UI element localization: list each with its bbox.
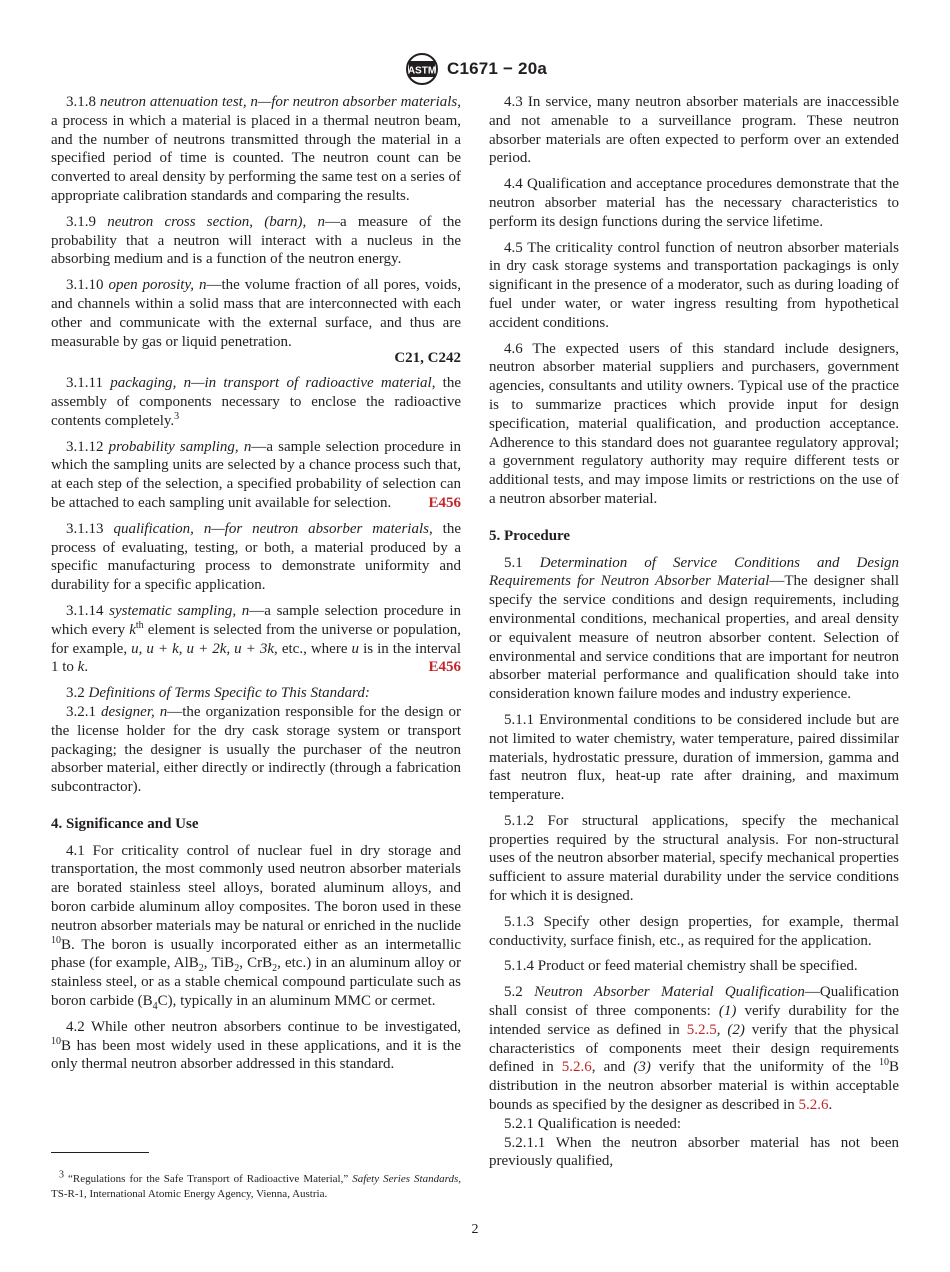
definition-3-1-12: 3.1.12 probability sampling, n—a sample selection procedure in which the sampling units are selected by a chance process such that, at each step of the selection, a specified probability of selection can be attached to each sampling unit available for selection. E456 <box>51 438 462 511</box>
paragraph-5-2-1: 5.2.1 Qualification is needed: <box>504 1115 682 1132</box>
paragraph-4-6: 4.6 The expected users of this standard include designers, neutron absorber material suppliers and purchasers, government agencies, consultants and utility owners. Typical use of the practice is to summarize practices which provide input for design specification, material qualification, and production acceptance. Adherence to this standard does not guarantee regulatory approval; a government regulatory authority may require different tests or additional tests, and may impose limits or restrictions on the use of a neutron absorber material. <box>489 340 899 507</box>
paragraph-5-2: 5.2 Neutron Absorber Material Qualification—Qualification shall consist of three components: (1) verify durability for the intended service as defined in 5.2.5, (2) verify that the physical characteristics of components meet their design requirements defined in 5.2.6, and (3) verify that the uniformity of the $^{10}$B distribution in the neutron absorber material is within acceptable bounds as specified by the designer as described in 5.2.6. <box>489 984 900 1114</box>
definition-3-1-13: 3.1.13 qualification, n—for neutron absorber materials, the process of evaluating, testing, or both, a material produced by a specific manufacturing process to demonstrate uniformity and durability for a specific application. <box>51 520 461 594</box>
definition-3-1-10: 3.1.10 open porosity, n—the volume fraction of all pores, voids, and channels within a solid mass that are interconnected with each other and communicate with the external surface, and thus are measurable by gas or liquid penetration. <box>51 277 461 350</box>
astm-logo-icon <box>403 52 441 86</box>
section-3-2: 3.2 Definitions of Terms Specific to This Standard: <box>66 685 370 702</box>
page-header <box>0 52 950 86</box>
footnote-marker: 3 <box>174 410 180 422</box>
definition-3-2-1: 3.2.1 designer, n—the organization responsible for the design or the license holder for the dry cask storage system or transport packaging; the designer is usually the purchaser of the neutron absorber material, either directly or indirectly (through a fabrication subcontractor). <box>51 703 462 796</box>
footnote-3: $^3$ “Regulations for the Safe Transport of Radioactive Material,” Safety Series Standards, TS-R-1, International Atomic Energy Agency, Vienna, Austria. <box>51 1169 462 1200</box>
paragraph-4-2: 4.2 While other neutron absorbers continue to be investigated, $^{10}$B has been most widely used in these applications, and it is the only thermal neutron absorber addressed in this standard. <box>51 1018 461 1073</box>
link-5-2-6[interactable]: 5.2.6 <box>798 1097 829 1114</box>
paragraph-4-3: 4.3 In service, many neutron absorber materials are inaccessible and not amenable to a surveillance program. These neutron absorber materials are often expected to perform over an extended period. <box>489 94 899 167</box>
footnote-divider <box>51 1152 149 1153</box>
page-number: 2 <box>471 1222 479 1237</box>
definition-3-1-11: 3.1.11 packaging, n—in transport of radioactive material, the assembly of components necessary to enclose the radioactive contents completely.$^3$ <box>51 375 462 429</box>
paragraph-5-1: 5.1 Determination of Service Conditions and Design Requirements for Neutron Absorber Material—The designer shall specify the service conditions and design requirements, including environmental conditions, mechanical properties, and areal density or equivalent measure of neutron absorber content. Selection of environmental and service conditions that are important for neutron absorber material performance and qualification should take into consideration known failure modes and industry experience. <box>489 554 900 703</box>
paragraph-5-1-1: 5.1.1 Environmental conditions to be considered include but are not limited to water chemistry, water temperature, paired dissimilar materials, hydrostatic pressure, duration of immersion, gamma and fast neutron flux, heat-up rate after draining, and maximum temperature. <box>489 711 899 804</box>
link-5-2-5[interactable]: 5.2.5 <box>686 1021 717 1038</box>
left-column <box>51 93 461 1081</box>
reference-link-e456[interactable]: E456 <box>428 494 461 511</box>
svg-text:ASTM: ASTM <box>407 65 437 77</box>
section-heading-5: 5. Procedure <box>489 527 571 544</box>
document-id: C1671 − 20a <box>446 59 548 78</box>
reference-c21-c242: C21, C242 <box>394 350 461 367</box>
section-heading-4: 4. Significance and Use <box>51 815 199 832</box>
paragraph-5-1-3: 5.1.3 Specify other design properties, for example, thermal conductivity, surface finish, etc., as required for the application. <box>489 913 899 949</box>
paragraph-5-1-4: 5.1.4 Product or feed material chemistry shall be specified. <box>504 958 858 975</box>
paragraph-5-1-2: 5.1.2 For structural applications, specify the mechanical properties required by the structural analysis. For non-structural uses of the neutron absorber material, specify mechanical properties sufficient to assure material durability under the service conditions for which it is designed. <box>489 812 899 905</box>
definition-3-1-9: 3.1.9 neutron cross section, (barn), n—a measure of the probability that a neutron will interact with a nucleus in the absorbing medium and is a function of the neutron energy. <box>51 213 461 268</box>
paragraph-4-5: 4.5 The criticality control function of neutron absorber materials in dry cask storage systems and transportation packagings is only significant in the presence of a moderator, such as during loading of fuel under water, or water ingress resulting from hypothetical accident conditions. <box>489 239 899 331</box>
reference-link-e456[interactable]: E456 <box>428 659 461 676</box>
paragraph-4-4: 4.4 Qualification and acceptance procedures demonstrate that the neutron absorber material has the necessary characteristics to perform its design functions during the service lifetime. <box>489 176 899 230</box>
link-5-2-6[interactable]: 5.2.6 <box>561 1059 592 1076</box>
definition-3-1-14: 3.1.14 systematic sampling, n—a sample selection procedure in which every $k^{th}$ element is selected from the universe or population, for example, u, u + k, u + 2k, u + 3k, etc., where u is in the interval 1 to k. E456 <box>51 602 462 676</box>
paragraph-5-2-1-1: 5.2.1.1 When the neutron absorber material has not been previously qualified, <box>489 1134 899 1170</box>
definition-3-1-8: 3.1.8 neutron attenuation test, n—for neutron absorber materials, a process in which a material is placed in a thermal neutron beam, and the number of neutrons transmitted through the material in a specified period of time is counted. The neutron count can be converted to areal density by performing the same test on a series of appropriate calibration standards and comparing the results. <box>51 94 461 204</box>
right-column <box>489 93 899 1178</box>
paragraph-4-1: 4.1 For criticality control of nuclear fuel in dry storage and transportation, the most commonly used neutron absorber materials are borated stainless steel alloys, borated aluminum alloys, and boron carbide aluminum alloy composites. The boron used in these neutron absorber materials may be natural or enriched in the nuclide $^{10}$B. The boron is usually incorporated either as an intermetallic phase (for example, AlB$_2$, TiB$_2$, CrB$_2$, etc.) in an aluminum alloy or stainless steel, or as a stable chemical compound particulate such as boron carbide $(B_4C)$, typically in an aluminum MMC or cermet. <box>51 842 461 1013</box>
